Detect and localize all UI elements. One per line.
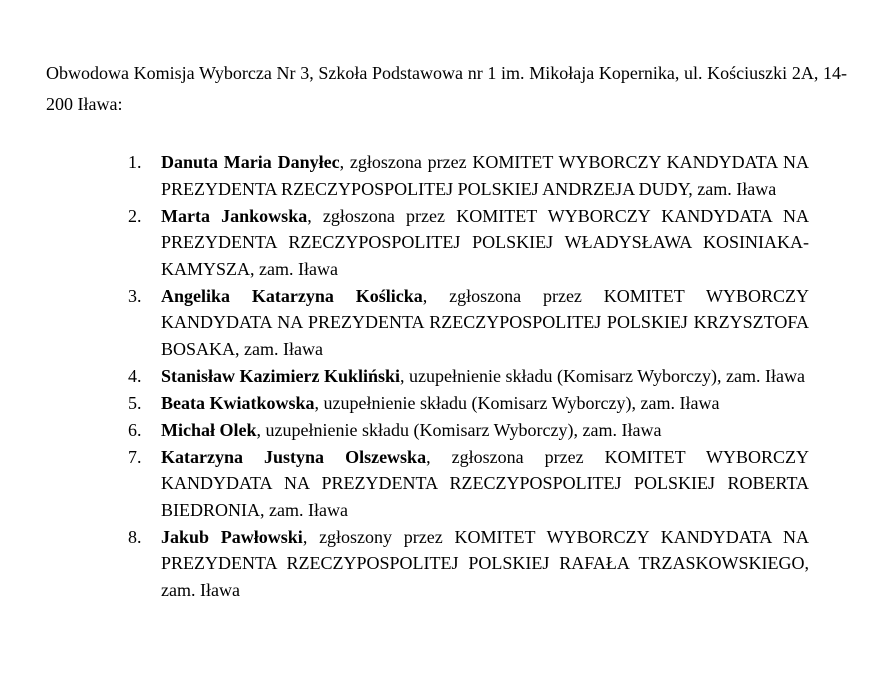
list-item [126,524,809,604]
list-item [126,417,809,444]
member-name: Marta Jankowska [161,205,308,226]
list-item [126,203,809,283]
member-details: , zgłoszona przez KOMITET WYBORCZY KANDYDATA NA PREZYDENTA RZECZYPOSPOLITEJ POLSKIEJ KRZYSZTOFA BOSAKA, zam. Iława [161,285,809,359]
member-name: Jakub Pawłowski [161,526,303,547]
item-number: 5. [128,392,142,413]
member-name: Michał Olek [161,419,257,440]
member-details: , uzupełnienie składu (Komisarz Wyborczy), zam. Iława [256,419,662,440]
list-item [126,444,809,524]
member-name: Danuta Maria Danyłec [161,152,340,172]
member-name: Stanisław Kazimierz Kukliński [161,365,401,386]
member-name: Beata Kwiatkowska [161,392,315,413]
item-number: 1. [128,152,142,172]
item-number: 2. [128,205,142,226]
member-name: Katarzyna Justyna Olszewska [161,446,427,467]
member-details: , zgłoszony przez KOMITET WYBORCZY KANDYDATA NA PREZYDENTA RZECZYPOSPOLITEJ POLSKIEJ RAFAŁA TRZASKOWSKIEGO, zam. Iława [161,526,810,600]
commission-heading: Obwodowa Komisja Wyborcza Nr 3, Szkoła Podstawowa nr 1 im. Mikołaja Kopernika, ul. Kościuszki 2A, 14-200 Iława: [46,63,847,114]
member-details: , zgłoszona przez KOMITET WYBORCZY KANDYDATA NA PREZYDENTA RZECZYPOSPOLITEJ POLSKIEJ WŁADYSŁAWA KOSINIAKA-KAMYSZA, zam. Iława [161,205,809,279]
item-number: 7. [128,446,142,467]
list-item [126,149,809,202]
member-details: , uzupełnienie składu (Komisarz Wyborczy), zam. Iława [314,392,720,413]
member-details: , zgłoszona przez KOMITET WYBORCZY KANDYDATA NA PREZYDENTA RZECZYPOSPOLITEJ POLSKIEJ ANDRZEJA DUDY, zam. Iława [161,152,810,199]
member-details: , uzupełnienie składu (Komisarz Wyborczy), zam. Iława [400,365,805,386]
item-number: 8. [128,526,142,547]
member-details: , zgłoszona przez KOMITET WYBORCZY KANDYDATA NA PREZYDENTA RZECZYPOSPOLITEJ POLSKIEJ ROBERTA BIEDRONIA, zam. Iława [161,446,809,520]
item-number: 6. [128,419,142,440]
list-item [126,390,809,417]
item-number: 3. [128,285,142,306]
list-item [126,363,809,390]
list-item [126,283,809,363]
member-name: Angelika Katarzyna Koślicka [161,285,423,306]
member-list [126,149,809,604]
item-number: 4. [128,365,142,386]
